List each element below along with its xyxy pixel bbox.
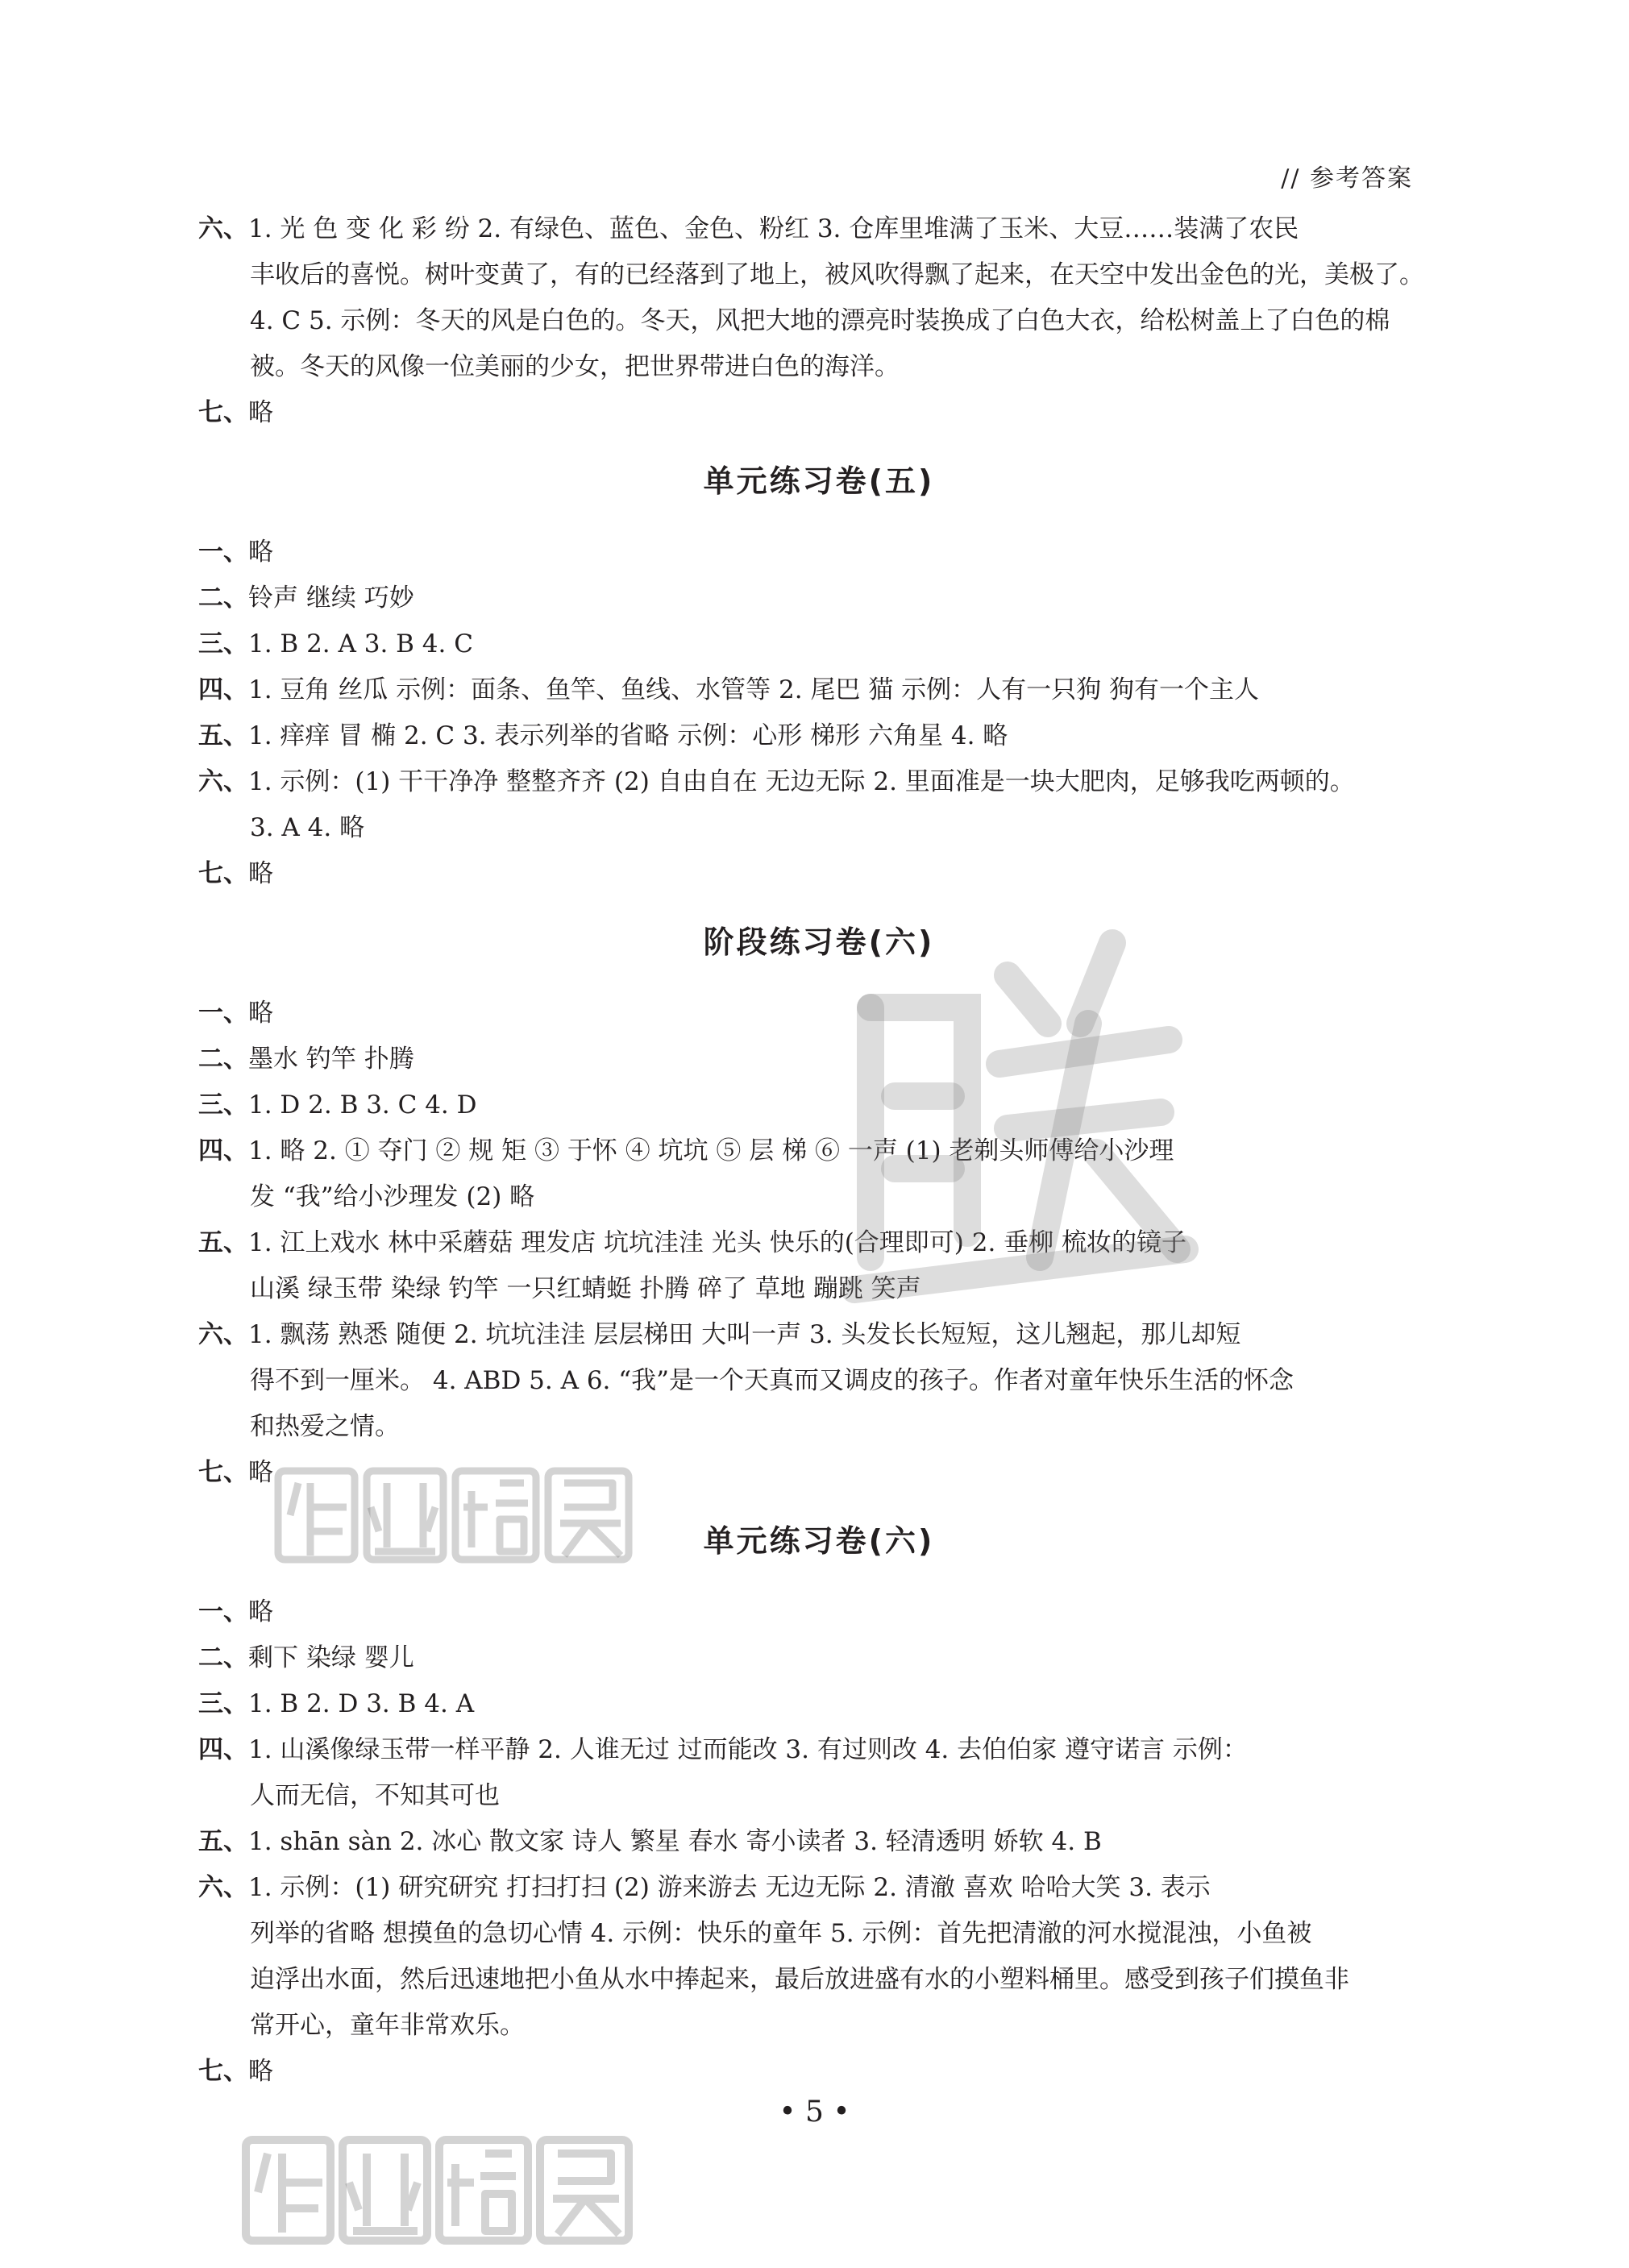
- answer-text: 迫浮出水面，然后迅速地把小鱼从水中捧起来，最后放进盛有水的小塑料桶里。感受到孩子们摸鱼非: [250, 1965, 1349, 1994]
- answer-row: [198, 1082, 1440, 1128]
- answer-row: [198, 530, 1440, 575]
- answer-text: 1. 江上戏水 林中采蘑菇 理发店 坑坑洼洼 光头 快乐的(合理即可) 2. 垂柳 梳妆的镜子: [248, 1228, 1187, 1257]
- question-label: 五、: [198, 721, 248, 750]
- answer-text: 略: [248, 859, 273, 888]
- sections-block: [198, 457, 1440, 2095]
- answer-row: [198, 206, 1440, 252]
- answer-text: 列举的省略 想摸鱼的急切心情 4. 示例：快乐的童年 5. 示例：首先把清澈的河水搅混浊，小鱼被: [250, 1919, 1312, 1948]
- header-reference-answers: // 参考答案: [1281, 164, 1413, 193]
- answer-text: 被。冬天的风像一位美丽的少女，把世界带进白色的海洋。: [250, 352, 900, 381]
- answer-section: [198, 918, 1440, 1496]
- question-label: 五、: [198, 1827, 248, 1856]
- answer-row: [198, 2049, 1440, 2095]
- answer-text: 1. 豆角 丝瓜 示例：面条、鱼竿、鱼线、水管等 2. 尾巴 猫 示例：人有一只狗 狗有一个主人: [248, 675, 1259, 704]
- answer-section: [198, 1517, 1440, 2095]
- answer-row: [198, 1312, 1440, 1358]
- question-label: 五、: [198, 1228, 248, 1257]
- answer-row: [198, 1404, 1440, 1450]
- answer-row: [198, 1681, 1440, 1727]
- question-label: 三、: [198, 629, 248, 658]
- answer-row: [198, 991, 1440, 1036]
- question-label: 四、: [198, 675, 248, 704]
- answer-text: 略: [248, 398, 273, 427]
- answer-text: 发 “我”给小沙理发 (2) 略: [250, 1182, 535, 1211]
- question-label: 六、: [198, 214, 248, 243]
- watermark-logo-icon-2: [234, 2120, 653, 2265]
- answer-text: 3. A 4. 略: [250, 813, 365, 842]
- answer-text: 铃声 继续 巧妙: [248, 584, 414, 613]
- answer-row: [198, 1773, 1440, 1819]
- answer-text: 1. B 2. D 3. B 4. A: [248, 1689, 475, 1718]
- answer-text: 常开心，童年非常欢乐。: [250, 2011, 525, 2040]
- question-label: 七、: [198, 859, 248, 888]
- answer-row: [198, 1727, 1440, 1773]
- watermark-logo-2: [234, 2120, 653, 2268]
- answer-row: [198, 298, 1440, 344]
- answer-row: [198, 1957, 1440, 2003]
- answer-text: 略: [248, 538, 273, 567]
- question-label: 一、: [198, 999, 248, 1028]
- answer-row: [198, 1266, 1440, 1312]
- answer-text: 1. 示例：(1) 研究研究 打扫打扫 (2) 游来游去 无边无际 2. 清澈 喜欢 哈哈大笑 3. 表示: [248, 1873, 1211, 1902]
- answer-row: [198, 1128, 1440, 1174]
- question-label: 六、: [198, 1320, 248, 1349]
- intro-block: [198, 206, 1440, 436]
- question-label: 四、: [198, 1136, 248, 1165]
- answer-row: [198, 1865, 1440, 1911]
- answer-row: [198, 713, 1440, 759]
- section-title: 单元练习卷(五): [703, 463, 935, 499]
- answer-text: 1. D 2. B 3. C 4. D: [248, 1090, 477, 1119]
- answer-text: 1. 飘荡 熟悉 随便 2. 坑坑洼洼 层层梯田 大叫一声 3. 头发长长短短，这儿翘起，那儿却短: [248, 1320, 1241, 1349]
- answer-row: [198, 1174, 1440, 1220]
- question-label: 二、: [198, 1045, 248, 1074]
- answer-text: 略: [248, 999, 273, 1028]
- question-label: 三、: [198, 1689, 248, 1718]
- answer-text: 略: [248, 2057, 273, 2086]
- question-label: 一、: [198, 538, 248, 567]
- answer-text: 得不到一厘米。 4. ABD 5. A 6. “我”是一个天真而又调皮的孩子。作者对童年快乐生活的怀念: [250, 1366, 1294, 1395]
- section-title: 阶段练习卷(六): [703, 924, 935, 960]
- answer-row: [198, 1635, 1440, 1681]
- answer-section: [198, 457, 1440, 897]
- answer-text: 略: [248, 1597, 273, 1626]
- answer-content: [198, 206, 1440, 2095]
- question-label: 三、: [198, 1090, 248, 1119]
- question-label: 二、: [198, 584, 248, 613]
- answer-text: 1. shān sàn 2. 冰心 散文家 诗人 繁星 春水 寄小读者 3. 轻清透明 娇软 4. B: [248, 1827, 1102, 1856]
- answer-text: 1. 示例：(1) 干干净净 整整齐齐 (2) 自由自在 无边无际 2. 里面准是一块大肥肉，足够我吃两顿的。: [248, 767, 1355, 796]
- question-label: 七、: [198, 398, 248, 427]
- answer-text: 山溪 绿玉带 染绿 钓竿 一只红蜻蜓 扑腾 碎了 草地 蹦跳 笑声: [250, 1274, 921, 1303]
- question-label: 六、: [198, 767, 248, 796]
- answer-row: [198, 1220, 1440, 1266]
- question-label: 七、: [198, 2057, 248, 2086]
- question-label: 六、: [198, 1873, 248, 1902]
- answer-row: [198, 1450, 1440, 1496]
- question-label: 二、: [198, 1643, 248, 1672]
- answer-text: 1. 光 色 变 化 彩 纷 2. 有绿色、蓝色、金色、粉红 3. 仓库里堆满了玉米、大豆……装满了农民: [248, 214, 1299, 243]
- answer-text: 剩下 染绿 婴儿: [248, 1643, 414, 1672]
- answer-row: [198, 390, 1440, 436]
- answer-text: 墨水 钓竿 扑腾: [248, 1045, 414, 1074]
- answer-row: [198, 1358, 1440, 1404]
- answer-row: [198, 344, 1440, 390]
- question-label: 一、: [198, 1597, 248, 1626]
- answer-text: 1. 痒痒 冒 椭 2. C 3. 表示列举的省略 示例：心形 梯形 六角星 4. 略: [248, 721, 1008, 750]
- section-title: 单元练习卷(六): [703, 1523, 935, 1559]
- answer-text: 和热爱之情。: [250, 1412, 400, 1441]
- answer-row: [198, 1819, 1440, 1865]
- answer-row: [198, 1589, 1440, 1635]
- answer-row: [198, 851, 1440, 897]
- answer-row: [198, 759, 1440, 805]
- answer-text: 丰收后的喜悦。树叶变黄了，有的已经落到了地上，被风吹得飘了起来，在天空中发出金色的光，美极了。: [250, 260, 1424, 289]
- answer-text: 1. 略 2. ① 夺门 ② 规 矩 ③ 于怀 ④ 坑坑 ⑤ 层 梯 ⑥ 一声 (1) 老剃头师傅给小沙理: [248, 1136, 1174, 1165]
- answer-row: [198, 667, 1440, 713]
- answer-text: 1. B 2. A 3. B 4. C: [248, 629, 473, 658]
- answer-row: [198, 1036, 1440, 1082]
- answer-row: [198, 805, 1440, 851]
- answer-row: [198, 252, 1440, 298]
- answer-text: 人而无信，不知其可也: [250, 1781, 500, 1810]
- answer-text: 4. C 5. 示例：冬天的风是白色的。冬天，风把大地的漂亮时装换成了白色大衣，给松树盖上了白色的棉: [250, 306, 1390, 335]
- page-number: • 5 •: [779, 2096, 850, 2129]
- answer-row: [198, 2003, 1440, 2049]
- answer-text: 略: [248, 1458, 273, 1487]
- question-label: 七、: [198, 1458, 248, 1487]
- question-label: 四、: [198, 1735, 248, 1764]
- answer-row: [198, 621, 1440, 667]
- answer-text: 1. 山溪像绿玉带一样平静 2. 人谁无过 过而能改 3. 有过则改 4. 去伯伯家 遵守诺言 示例：: [248, 1735, 1248, 1764]
- answer-row: [198, 1911, 1440, 1957]
- answer-row: [198, 575, 1440, 621]
